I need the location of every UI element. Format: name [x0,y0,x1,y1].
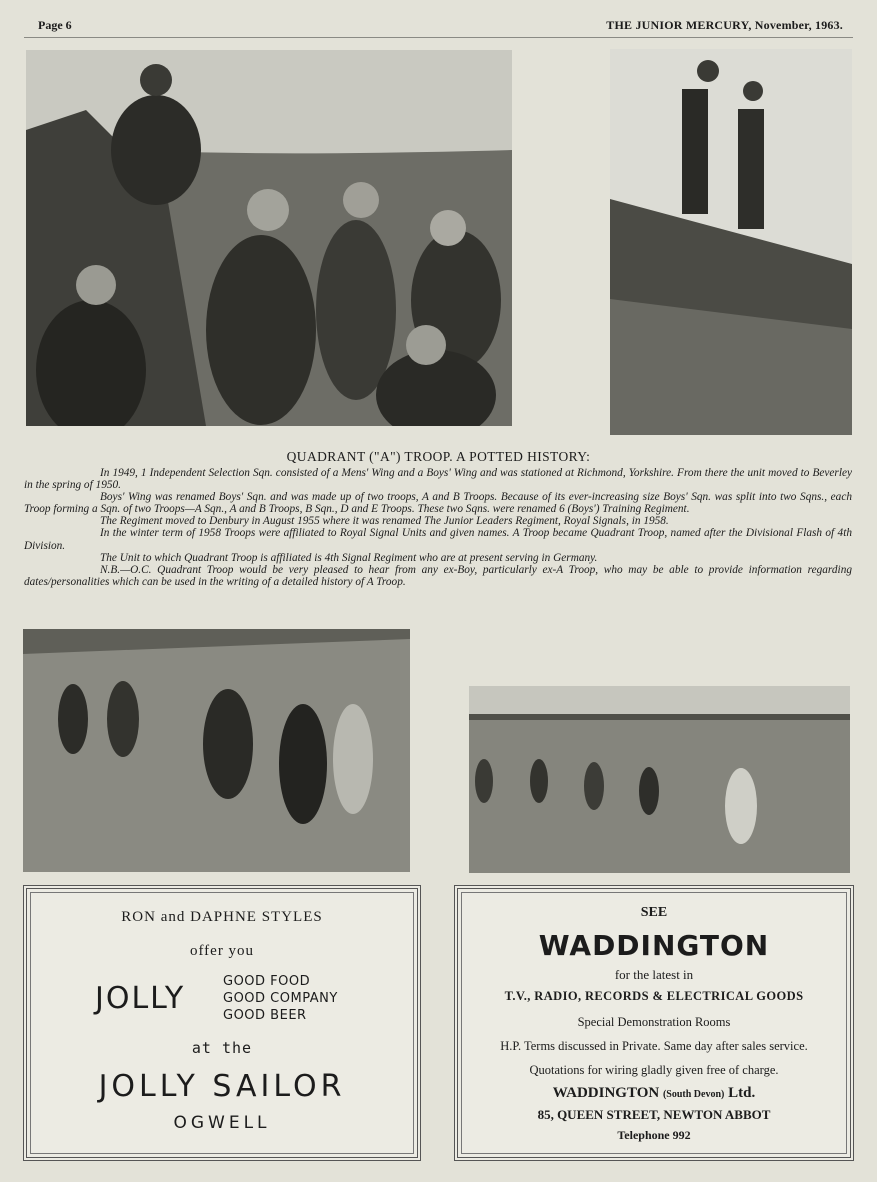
header-rule [24,37,853,38]
ad-waddington-name: WADDINGTON [538,929,770,962]
ad-jolly-sailor [23,885,421,1161]
ad-company-name [458,1085,850,1102]
history-paragraph: The Unit to which Quadrant Troop is affiliated is 4th Signal Regiment who are at present serving in Germany. [100,551,598,564]
photo-hikers-distant [469,686,850,873]
ad-waddington [454,885,854,1161]
ad-offer-text: offer you [189,943,255,959]
ad-pub-location: OGWELL [173,1113,271,1133]
page-number: Page 6 [38,18,72,32]
history-paragraph: The Regiment moved to Denbury in August 1955 where it was renamed The Junior Leaders Regiment, Royal Signals, in 1958. [100,515,669,528]
history-text [24,467,852,588]
history-paragraph: N.B.—O.C. Quadrant Troop would be very pleased to hear from any ex-Boy, particularly ex-A Troop, who may be able to provide information regarding dates/personalities which can be used in the writing of a detailed history of A Troop. [24,563,852,588]
photo-hikers-on-moor [23,629,410,872]
ad-goods-list [223,973,338,1024]
ad-company-region: (South Devon) [662,1089,725,1100]
ad-at-the: at the [191,1039,253,1057]
photo-cadets-on-rocks [26,50,512,426]
ad-demo-rooms: Special Demonstration Rooms [577,1015,731,1029]
photo-two-cadets-on-ridge [610,49,852,435]
ad-hp-terms: H.P. Terms discussed in Private. Same day after sales service. [500,1039,808,1053]
ad-address: 85, QUEEN STREET, NEWTON ABBOT [537,1107,771,1122]
ad-goods-item: GOOD BEER [223,1008,307,1023]
ad-company-suffix: Ltd. [728,1085,756,1101]
history-paragraph: In 1949, 1 Independent Selection Sqn. consisted of a Mens' Wing and a Boys' Wing and was stationed at Richmond, Yorkshire. From there the unit moved to Beverley in the spring of 1950. [24,467,852,492]
ad-jolly-word: JOLLY [95,981,186,1016]
ad-pub-name: JOLLY SAILOR [98,1069,346,1104]
history-paragraph: Boys' Wing was renamed Boys' Sqn. and was made up of two troops, A and B Troops. Because of its ever-increasing size Boys' Sqn. was split into two Sqns., each Troop forming a Sqn. of two Troops—A Sqn., A and B Troops, B Sqn., D and E Troops. These two Sqns. were renamed 6 (Boys') Training Regiment. [24,491,852,516]
publication-title: THE JUNIOR MERCURY, November, 1963. [606,18,843,32]
ad-goods: T.V., RADIO, RECORDS & ELECTRICAL GOODS [504,989,804,1003]
history-paragraph: In the winter term of 1958 Troops were affiliated to Royal Signal Units and given names. A Troop became Quadrant Troop, named after the Divisional Flash of 4th Division. [24,527,852,552]
ad-goods-item: GOOD FOOD [223,974,311,989]
ad-company-main: WADDINGTON [552,1085,660,1101]
ad-latest: for the latest in [614,967,694,982]
ad-proprietors: RON and DAPHNE STYLES [121,909,323,925]
history-title: QUADRANT ("A") TROOP. A POTTED HISTORY: [286,449,591,464]
ad-quotations: Quotations for wiring gladly given free of charge. [529,1063,779,1077]
ad-see: SEE [640,905,668,920]
ad-goods-item: GOOD COMPANY [223,991,338,1006]
ad-telephone: Telephone 992 [617,1128,691,1142]
